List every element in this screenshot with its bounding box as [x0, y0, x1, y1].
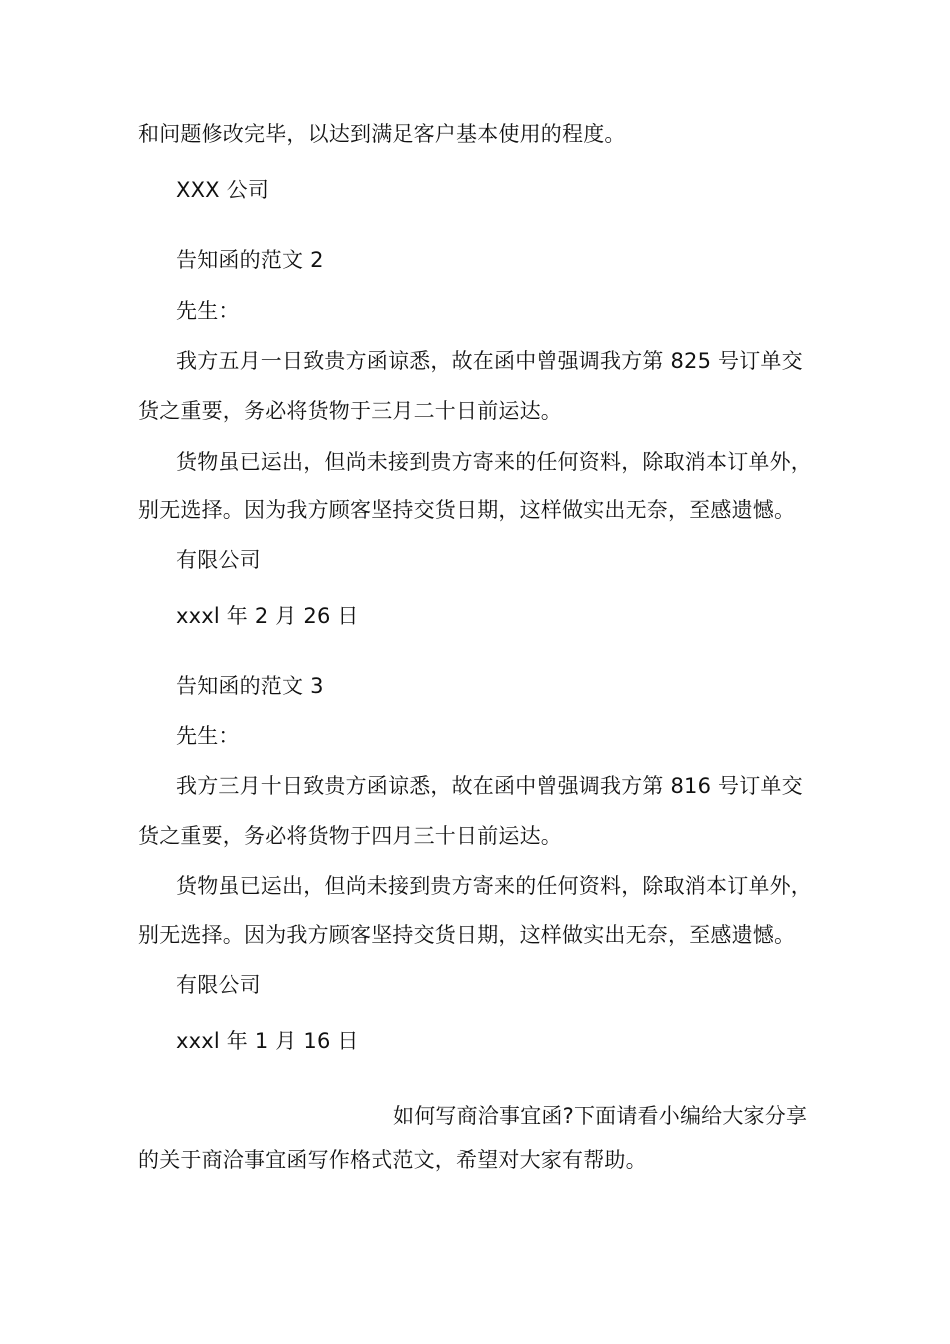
salutation: 先生： [176, 299, 240, 323]
date-line: xxxl 年 2 月 26 日 [176, 604, 359, 628]
paragraph-line: 货之重要，务必将货物于三月二十日前运达。 [138, 399, 562, 423]
paragraph-line: 如何写商洽事宜函?下面请看小编给大家分享 [393, 1104, 808, 1128]
paragraph-line: 货物虽已运出，但尚未接到贵方寄来的任何资料，除取消本订单外， [176, 450, 812, 474]
salutation: 先生： [176, 724, 240, 748]
text-line: 和问题修改完毕，以达到满足客户基本使用的程度。 [138, 122, 626, 146]
company-signature: 有限公司 [176, 973, 261, 997]
paragraph-line: 别无选择。因为我方顾客坚持交货日期，这样做实出无奈，至感遗憾。 [138, 923, 796, 947]
paragraph-line: 货物虽已运出，但尚未接到贵方寄来的任何资料，除取消本订单外， [176, 874, 812, 898]
paragraph-line: 我方三月十日致贵方函谅悉，故在函中曾强调我方第 816 号订单交 [176, 774, 803, 798]
paragraph-line: 的关于商洽事宜函写作格式范文，希望对大家有帮助。 [138, 1148, 647, 1172]
section-heading: 告知函的范文 2 [176, 248, 324, 272]
date-line: xxxl 年 1 月 16 日 [176, 1029, 359, 1053]
company-signature: 有限公司 [176, 548, 261, 572]
paragraph-line: 货之重要，务必将货物于四月三十日前运达。 [138, 824, 562, 848]
paragraph-line: 别无选择。因为我方顾客坚持交货日期，这样做实出无奈，至感遗憾。 [138, 498, 796, 522]
paragraph-line: 我方五月一日致贵方函谅悉，故在函中曾强调我方第 825 号订单交 [176, 349, 803, 373]
section-heading: 告知函的范文 3 [176, 674, 324, 698]
company-signature: XXX 公司 [176, 178, 270, 202]
